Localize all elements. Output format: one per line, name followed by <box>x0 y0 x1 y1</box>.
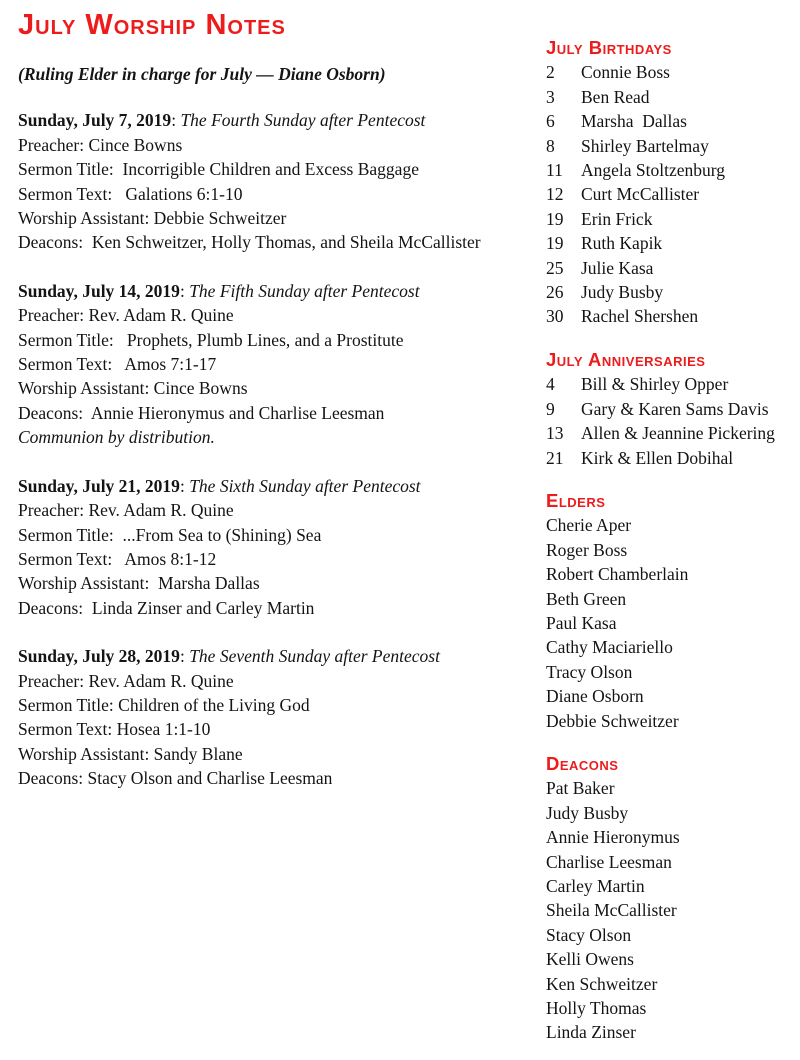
deacons-list <box>546 776 791 1044</box>
service-section-july-14 <box>18 279 533 450</box>
sunday-name: The Fourth Sunday after Pentecost <box>180 110 426 131</box>
birthday-row <box>546 158 791 182</box>
elder-name: Debbie Schweitzer <box>546 710 679 731</box>
sermon-text-line: Sermon Text: Hosea 1:1-10 <box>18 719 211 740</box>
birthday-row <box>546 304 791 328</box>
birthday-day: 26 <box>546 282 564 303</box>
elder-name: Roger Boss <box>546 539 628 560</box>
service-section-july-28 <box>18 644 533 790</box>
anniversary-name: Kirk & Ellen Dobihal <box>581 447 734 468</box>
sunday-name: The Seventh Sunday after Pentecost <box>189 646 440 667</box>
birthday-row <box>546 207 791 231</box>
elders-list <box>546 513 791 733</box>
sermon-title-line: Sermon Title: Prophets, Plumb Lines, and a Prostitute <box>18 329 404 350</box>
preacher-line: Preacher: Cince Bowns <box>18 134 183 155</box>
deacon-name: Pat Baker <box>546 778 615 799</box>
date-separator: : <box>179 646 190 667</box>
birthday-name: Connie Boss <box>581 62 670 83</box>
birthday-day: 30 <box>546 306 564 327</box>
birthdays-list <box>546 60 791 328</box>
deacon-name: Kelli Owens <box>546 949 634 970</box>
birthday-row <box>546 231 791 255</box>
birthday-row <box>546 280 791 304</box>
sermon-title-line: Sermon Title: ...From Sea to (Shining) Sea <box>18 524 322 545</box>
birthday-name: Ruth Kapik <box>581 233 663 254</box>
anniversary-name: Gary & Karen Sams Davis <box>581 398 769 419</box>
service-date: Sunday, July 28, 2019 <box>18 646 180 667</box>
rosters-column <box>546 36 791 1045</box>
birthday-row <box>546 134 791 158</box>
deacons-heading: Deacons <box>546 752 619 774</box>
deacon-name: Charlise Leesman <box>546 851 672 872</box>
deacon-name: Annie Hieronymus <box>546 827 680 848</box>
deacon-name: Stacy Olson <box>546 924 632 945</box>
sunday-name: The Sixth Sunday after Pentecost <box>189 475 421 496</box>
elder-name: Beth Green <box>546 588 627 609</box>
anniversary-row <box>546 372 791 396</box>
communion-note: Communion by distribution. <box>18 427 215 448</box>
birthday-name: Shirley Bartelmay <box>581 135 709 156</box>
anniversaries-heading: July Anniversaries <box>546 348 706 370</box>
elder-name: Robert Chamberlain <box>546 564 689 585</box>
birthday-day: 11 <box>546 160 563 181</box>
anniversary-day: 21 <box>546 447 564 468</box>
deacon-name: Ken Schweitzer <box>546 973 658 994</box>
sermon-text-line: Sermon Text: Amos 7:1-17 <box>18 354 217 375</box>
birthday-day: 19 <box>546 233 564 254</box>
worship-assistant-line: Worship Assistant: Debbie Schweitzer <box>18 208 287 229</box>
deacon-name: Linda Zinser <box>546 1022 636 1043</box>
worship-notes-column <box>18 8 533 815</box>
elder-name: Tracy Olson <box>546 661 633 682</box>
anniversary-row <box>546 397 791 421</box>
worship-assistant-line: Worship Assistant: Marsha Dallas <box>18 573 260 594</box>
birthday-day: 25 <box>546 257 564 278</box>
birthday-row <box>546 109 791 133</box>
sermon-title-line: Sermon Title: Children of the Living God <box>18 694 310 715</box>
deacon-name: Carley Martin <box>546 876 645 896</box>
deacons-line: Deacons: Annie Hieronymus and Charlise Leesman <box>18 402 385 423</box>
ruling-elder-note: (Ruling Elder in charge for July — Diane Osborn) <box>18 64 386 84</box>
date-separator: : <box>179 475 190 496</box>
service-heading <box>18 474 533 498</box>
deacon-name: Sheila McCallister <box>546 900 677 921</box>
elder-name: Cherie Aper <box>546 515 632 536</box>
birthday-day: 6 <box>546 111 555 132</box>
deacons-line: Deacons: Linda Zinser and Carley Martin <box>18 597 315 618</box>
anniversary-name: Bill & Shirley Opper <box>581 374 729 395</box>
anniversary-row <box>546 421 791 445</box>
anniversary-day: 9 <box>546 398 555 419</box>
birthday-name: Julie Kasa <box>581 257 654 278</box>
elder-name: Paul Kasa <box>546 612 617 633</box>
birthday-name: Erin Frick <box>581 208 653 229</box>
deacons-line: Deacons: Ken Schweitzer, Holly Thomas, and Sheila McCallister <box>18 232 481 253</box>
sunday-name: The Fifth Sunday after Pentecost <box>189 280 420 301</box>
birthday-name: Ben Read <box>581 86 650 107</box>
birthday-row <box>546 85 791 109</box>
birthday-name: Rachel Shershen <box>581 306 699 327</box>
service-heading <box>18 644 533 668</box>
anniversary-day: 13 <box>546 423 564 444</box>
anniversary-name: Allen & Jeannine Pickering <box>581 423 775 444</box>
sermon-title-line: Sermon Title: Incorrigible Children and Excess Baggage <box>18 159 419 180</box>
birthdays-heading: July Birthdays <box>546 37 672 58</box>
birthday-row <box>546 182 791 206</box>
sermon-text-line: Sermon Text: Galations 6:1-10 <box>18 183 243 204</box>
elder-name: Cathy Maciariello <box>546 637 673 658</box>
preacher-line: Preacher: Rev. Adam R. Quine <box>18 670 234 691</box>
elders-heading: Elders <box>546 489 606 511</box>
birthday-row <box>546 60 791 84</box>
service-date: Sunday, July 14, 2019 <box>18 280 180 301</box>
service-section-july-21 <box>18 474 533 620</box>
worship-assistant-line: Worship Assistant: Cince Bowns <box>18 378 248 399</box>
deacon-name: Judy Busby <box>546 802 629 823</box>
deacons-line: Deacons: Stacy Olson and Charlise Leesman <box>18 768 333 789</box>
service-heading <box>18 279 533 303</box>
birthday-day: 2 <box>546 62 555 83</box>
elder-name: Diane Osborn <box>546 686 644 707</box>
worship-assistant-line: Worship Assistant: Sandy Blane <box>18 743 243 764</box>
birthday-day: 19 <box>546 208 564 229</box>
preacher-line: Preacher: Rev. Adam R. Quine <box>18 305 234 326</box>
birthday-name: Judy Busby <box>581 282 664 303</box>
birthday-name: Curt McCallister <box>581 184 700 205</box>
anniversary-row <box>546 446 791 470</box>
birthday-name: Marsha Dallas <box>581 111 687 132</box>
date-separator: : <box>179 280 190 301</box>
date-separator: : <box>171 110 181 131</box>
anniversary-day: 4 <box>546 374 555 395</box>
service-date: Sunday, July 7, 2019 <box>18 110 172 131</box>
deacon-name: Holly Thomas <box>546 998 647 1019</box>
service-date: Sunday, July 21, 2019 <box>18 475 180 496</box>
birthday-name: Angela Stoltzenburg <box>581 160 726 181</box>
sermon-text-line: Sermon Text: Amos 8:1-12 <box>18 548 217 569</box>
birthday-day: 3 <box>546 86 555 107</box>
preacher-line: Preacher: Rev. Adam R. Quine <box>18 500 234 521</box>
birthday-day: 12 <box>546 184 564 205</box>
page-title: July Worship Notes <box>18 9 286 41</box>
anniversaries-list <box>546 372 791 470</box>
birthday-row <box>546 256 791 280</box>
service-heading <box>18 108 533 132</box>
service-section-july-7 <box>18 108 533 254</box>
birthday-day: 8 <box>546 135 555 156</box>
